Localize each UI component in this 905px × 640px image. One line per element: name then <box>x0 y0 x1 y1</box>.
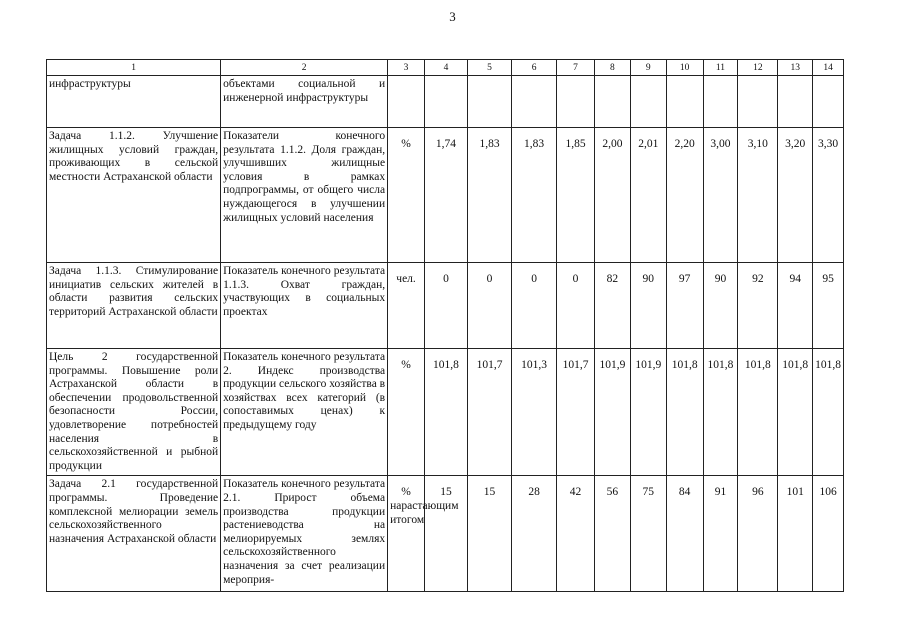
value-cell: 3,30 <box>813 128 844 263</box>
value-cell: 0 <box>468 263 512 349</box>
value-cell: 75 <box>630 476 666 592</box>
column-header: 9 <box>630 60 666 76</box>
value-cell: 0 <box>424 263 467 349</box>
value-cell: 3,00 <box>703 128 738 263</box>
value-cell: 101,8 <box>738 349 778 476</box>
value-cell <box>778 76 813 128</box>
unit-cell <box>388 76 425 128</box>
value-cell: 101,8 <box>703 349 738 476</box>
value-cell: 101,9 <box>630 349 666 476</box>
indicator-cell: объектами социальной и инженерной инфраструктуры <box>221 76 388 128</box>
indicator-cell: Показатель конечного результата 1.1.3. Охват граждан, участвующих в социальных проектах <box>221 263 388 349</box>
indicator-cell: Показатель конечного результата 2. Индекс производства продукции сельского хозяйства в хозяйствах всех категорий (в сопоставимых ценах) к предыдущему году <box>221 349 388 476</box>
value-cell: 0 <box>557 263 595 349</box>
value-cell <box>738 76 778 128</box>
value-cell: 94 <box>778 263 813 349</box>
value-cell: 92 <box>738 263 778 349</box>
value-cell: 101,8 <box>778 349 813 476</box>
column-header: 5 <box>468 60 512 76</box>
indicator-cell: Показатель конечного результата 2.1. Прирост объема производства продукции растениеводства на мелиорируемых землях сельскохозяйственного назначения за счет реализации мероприя- <box>221 476 388 592</box>
indicators-table <box>46 59 844 592</box>
value-cell: 101,7 <box>557 349 595 476</box>
column-header: 7 <box>557 60 595 76</box>
value-cell: 82 <box>595 263 631 349</box>
value-cell: 1,83 <box>468 128 512 263</box>
value-cell: 101,3 <box>512 349 557 476</box>
unit-cell: % <box>388 349 425 476</box>
column-header: 4 <box>424 60 467 76</box>
value-cell: 42 <box>557 476 595 592</box>
header-row <box>47 60 844 76</box>
value-cell: 15 <box>468 476 512 592</box>
value-cell: 84 <box>666 476 703 592</box>
indicator-cell: Показатели конечного результата 1.1.2. Доля граждан, улучшивших жилищные условия в рамках подпрограммы, от общего числа нуждающегося в улучшении жилищных условий населения <box>221 128 388 263</box>
column-header: 11 <box>703 60 738 76</box>
column-header: 10 <box>666 60 703 76</box>
value-cell: 101,7 <box>468 349 512 476</box>
value-cell: 97 <box>666 263 703 349</box>
value-cell: 106 <box>813 476 844 592</box>
goal-task-cell: Задача 2.1 государственной программы. Проведение комплексной мелиорации земель сельскохозяйственного назначения Астраханской области <box>47 476 221 592</box>
value-cell <box>424 76 467 128</box>
value-cell: 15 <box>424 476 467 592</box>
goal-task-cell: инфраструктуры <box>47 76 221 128</box>
value-cell: 3,10 <box>738 128 778 263</box>
value-cell: 1,85 <box>557 128 595 263</box>
value-cell: 2,00 <box>595 128 631 263</box>
value-cell <box>703 76 738 128</box>
value-cell: 96 <box>738 476 778 592</box>
column-header: 3 <box>388 60 425 76</box>
column-header: 13 <box>778 60 813 76</box>
value-cell: 3,20 <box>778 128 813 263</box>
value-cell: 1,83 <box>512 128 557 263</box>
value-cell: 101 <box>778 476 813 592</box>
table-row <box>47 349 844 476</box>
goal-task-cell: Задача 1.1.2. Улучшение жилищных условий граждан, проживающих в сельской местности Астраханской области <box>47 128 221 263</box>
table-row <box>47 263 844 349</box>
unit-cell: % нарастающим итогом <box>388 476 425 592</box>
table-row <box>47 128 844 263</box>
column-header: 2 <box>221 60 388 76</box>
column-header: 8 <box>595 60 631 76</box>
value-cell: 101,8 <box>813 349 844 476</box>
value-cell: 95 <box>813 263 844 349</box>
table-row <box>47 76 844 128</box>
column-header: 6 <box>512 60 557 76</box>
value-cell <box>595 76 631 128</box>
value-cell: 56 <box>595 476 631 592</box>
page-number: 3 <box>449 9 456 24</box>
value-cell: 91 <box>703 476 738 592</box>
goal-task-cell: Задача 1.1.3. Стимулирование инициатив сельских жителей в области развития сельских территорий Астраханской области <box>47 263 221 349</box>
value-cell <box>630 76 666 128</box>
column-header: 14 <box>813 60 844 76</box>
table-row <box>47 476 844 592</box>
goal-task-cell: Цель 2 государственной программы. Повышение роли Астраханской области в обеспечении продовольственной безопасности России, удовлетворение потребностей населения в сельскохозяйственной и рыбной продукции <box>47 349 221 476</box>
value-cell: 101,8 <box>666 349 703 476</box>
value-cell: 28 <box>512 476 557 592</box>
value-cell: 101,9 <box>595 349 631 476</box>
column-header: 12 <box>738 60 778 76</box>
unit-cell: % <box>388 128 425 263</box>
value-cell <box>512 76 557 128</box>
value-cell: 101,8 <box>424 349 467 476</box>
unit-cell: чел. <box>388 263 425 349</box>
value-cell <box>468 76 512 128</box>
value-cell: 90 <box>703 263 738 349</box>
value-cell: 2,01 <box>630 128 666 263</box>
value-cell: 0 <box>512 263 557 349</box>
value-cell <box>666 76 703 128</box>
column-header: 1 <box>47 60 221 76</box>
value-cell <box>813 76 844 128</box>
value-cell: 1,74 <box>424 128 467 263</box>
value-cell: 90 <box>630 263 666 349</box>
value-cell <box>557 76 595 128</box>
value-cell: 2,20 <box>666 128 703 263</box>
